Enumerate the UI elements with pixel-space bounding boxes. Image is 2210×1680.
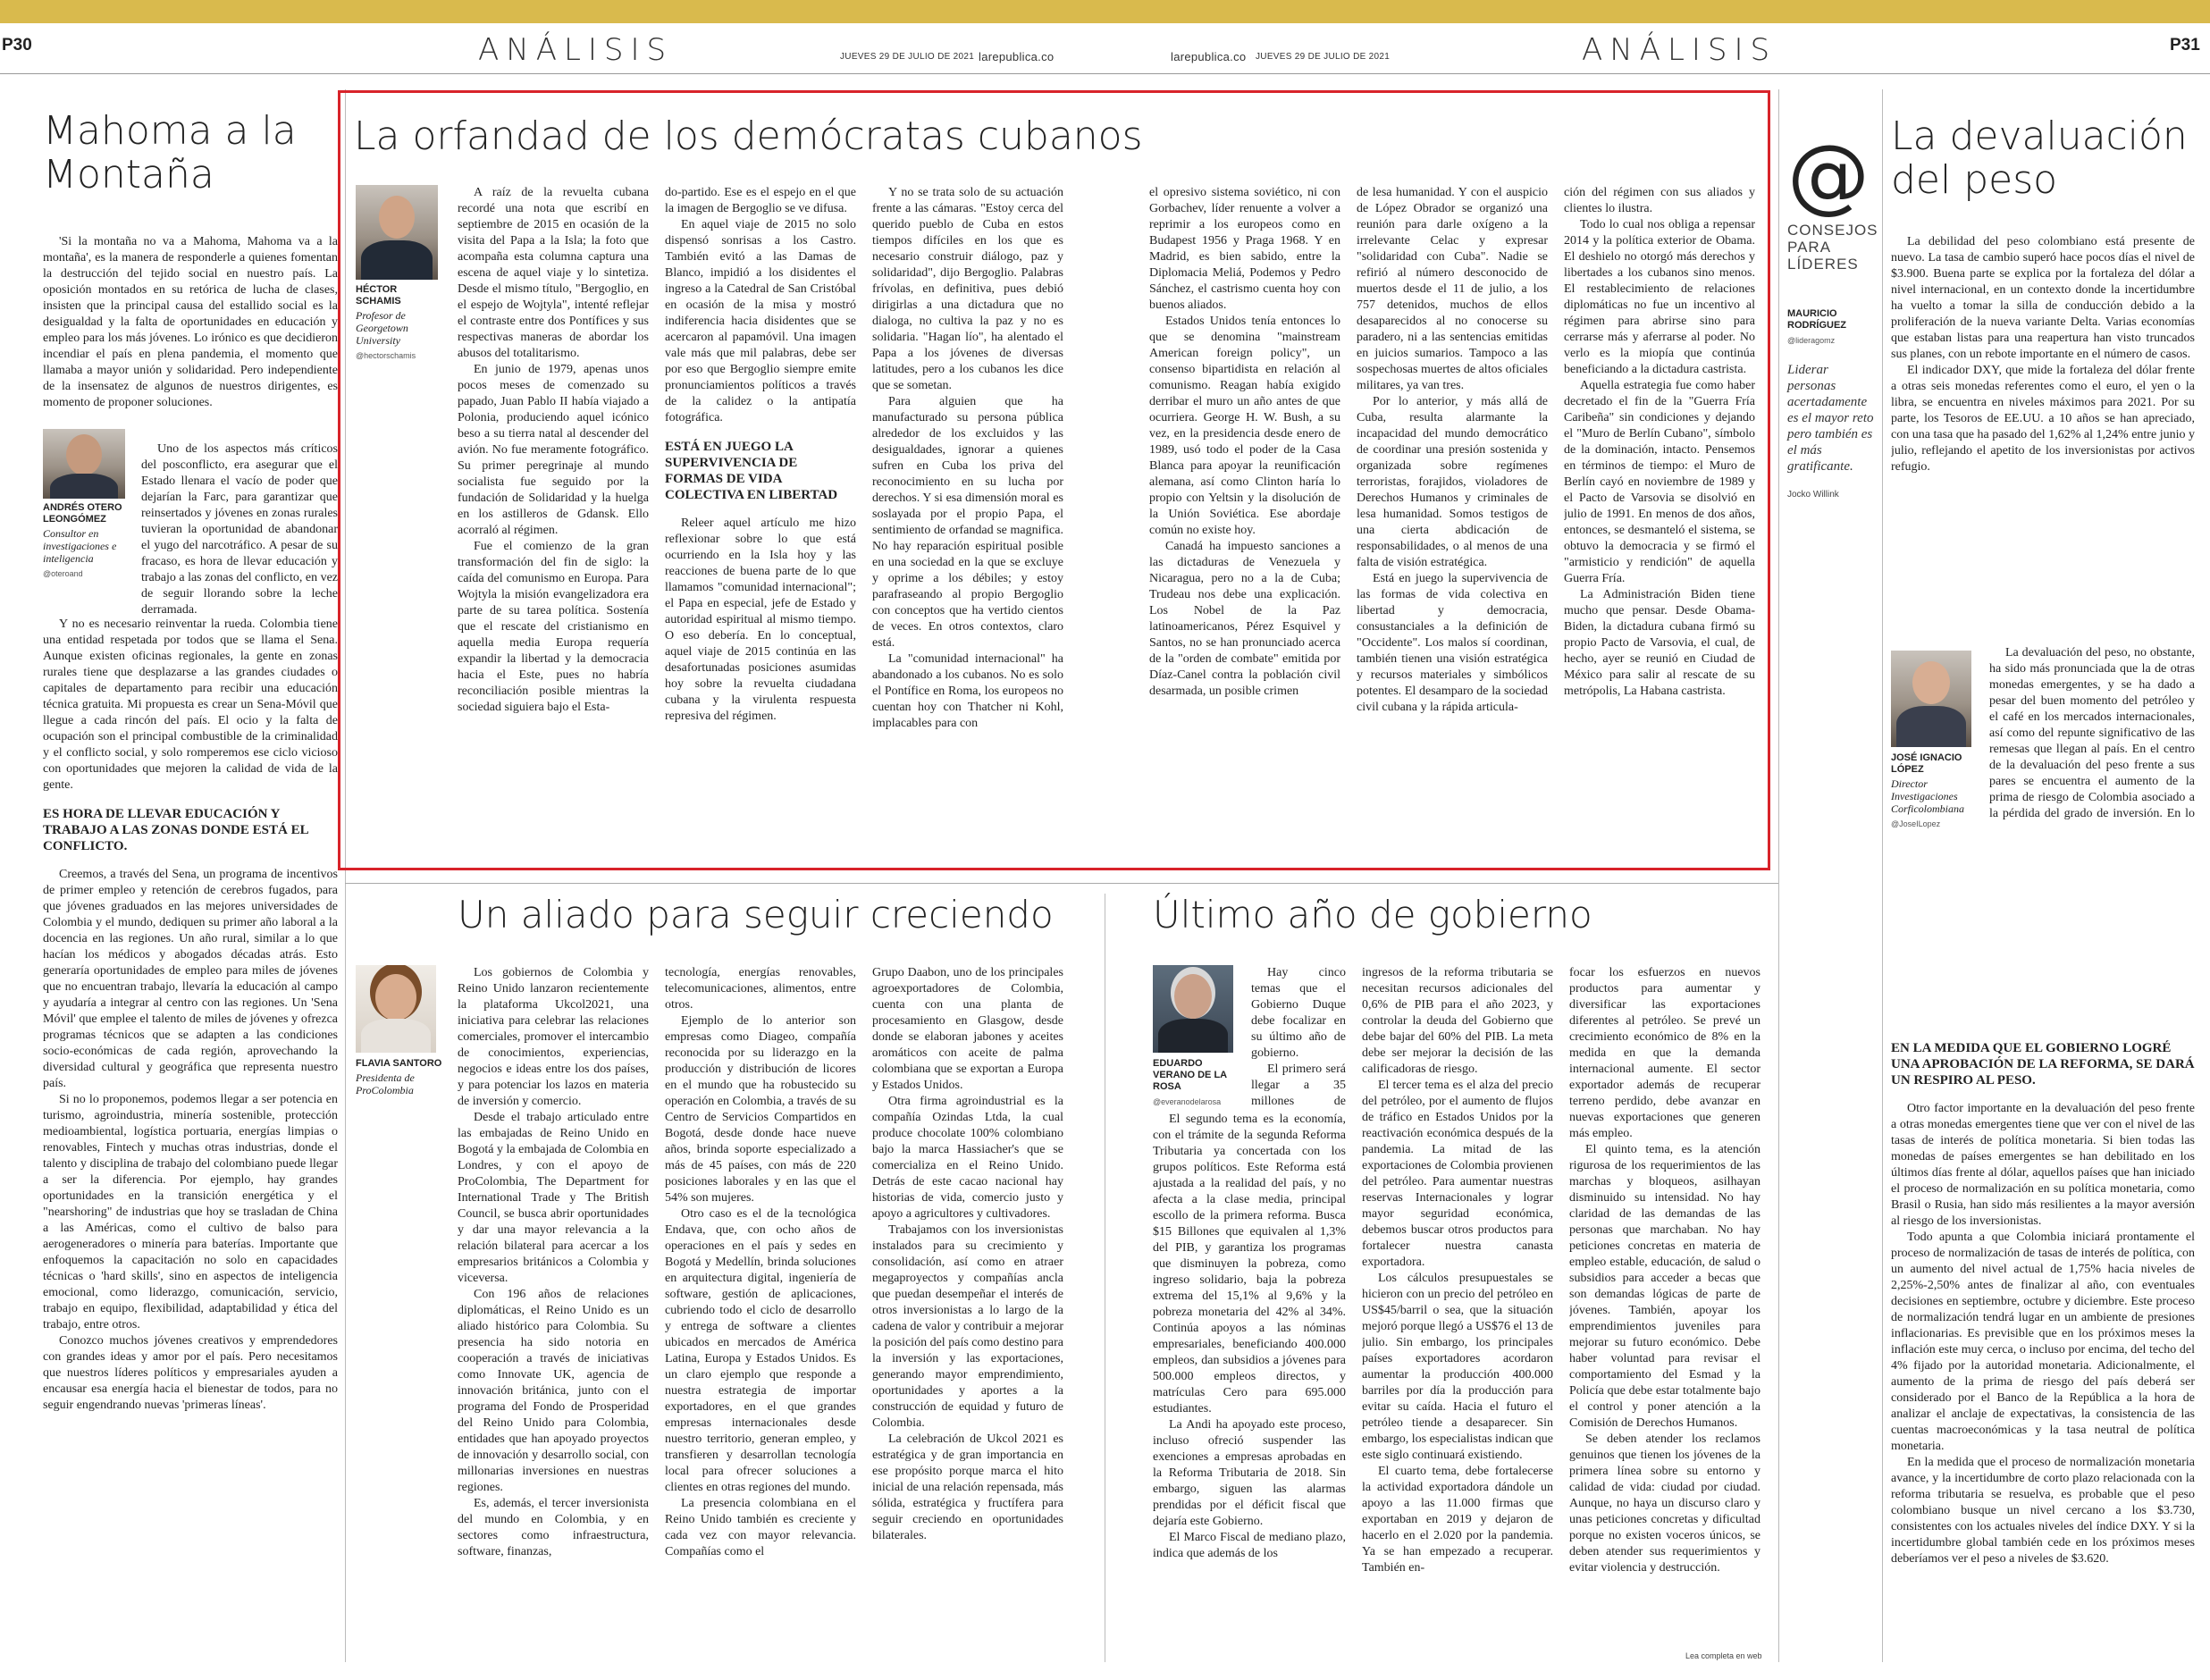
aliado-headline: Un aliado para seguir creciendo	[458, 893, 1054, 937]
consejos-byline	[1787, 308, 1877, 347]
orfandad-paragraph: En junio de 1979, apenas unos pocos meses de comenzado su papado, Juan Pablo II había viajado a Polonia, produciendo aquel icónico beso a su tierra natal al descender del avión. No fue meramente fotográfico. Su primer peregrinaje al mundo socialista fue seguido por la fundación de Solidaridad y la huelga en los astilleros de Gdansk. Ello acorraló al régimen.	[458, 363, 649, 537]
consejos-label: CONSEJOS PARA LÍDERES	[1787, 222, 1878, 273]
orfandad-author-handle: @hectorschamis	[356, 351, 416, 360]
orfandad-column-3	[872, 185, 1063, 860]
devaluacion-column-side	[1989, 645, 2195, 824]
mahoma-column-bottom	[43, 617, 338, 1653]
mahoma-author-handle: @oteroand	[43, 569, 83, 578]
orfandad-column-4	[1149, 185, 1340, 860]
orfandad-paragraph: La Administración Biden tiene mucho que pensar. Desde Obama-Biden, la dictadura cubana firmó su propio Pacto de Varsovia, el cual, de hecho, ayer se reunió en Ciudad de México para salir al rescate de su metrópolis, La Habana castrista.	[1564, 588, 1755, 698]
site-right: larepublica.co	[1171, 50, 1247, 63]
mahoma-paragraph: Uno de los aspectos más críticos del posconflicto, era asegurar que el Estado llenara el vacío de poder que dejarían la Farc, para garantizar que reinsertados y jóvenes en zonas rurales tuvieran la oportunidad de abandonar el yugo del narcotráfico. A pesar de su fracaso, es hora de llevar educación y trabajo a las zonas del conflicto, en vez de seguir llorando sobre la leche derramada.	[141, 442, 338, 617]
consejos-quote: Liderar personas acertadamente es el mayor reto pero también es el más gratificante.	[1787, 363, 1874, 474]
devaluacion-headline: La devaluación del peso	[1891, 113, 2188, 204]
devaluacion-paragraph: En la medida que el proceso de normalización monetaria avance, y la incertidumbre de corto plazo relacionada con la reforma tributaria se resuelva, es probable que el peso colombiano busque un nivel cercano a los $3.730, consistentes con los actuales niveles del índice DXY. Y si la incertidumbre global también cede en los próximos meses deberíamos ver el peso a niveles de $3.620.	[1891, 1456, 2195, 1566]
ultimo-author-handle: @everanodelarosa	[1153, 1097, 1222, 1106]
at-sign-icon: @	[1787, 127, 1870, 223]
mahoma-paragraph: 'Si la montaña no va a Mahoma, Mahoma va a la montaña', es la manera de responderle a quienes fomentan la destrucción del tejido social en nuestro país. La oposición montados en su retórica de lucha de clases, insisten que la principal causa del estallido social es la desigualdad y la falta de oportunidades en educación y empleo para los más jóvenes. Lo irónico es que decidieron incendiar el país en plena pandemia, el momento que llamaba a mayor unión y solidaridad. Pero independiente de la insensatez de algunos de nuestros dirigentes, es momento de proponer soluciones.	[43, 235, 338, 409]
section-label-left: ANÁLISIS	[478, 32, 674, 68]
orfandad-paragraph: ción del régimen con sus aliados y clientes lo ilustra.	[1564, 186, 1755, 215]
ultimo-column-2	[1362, 965, 1553, 1658]
devaluacion-author-name: JOSÉ IGNACIO LÓPEZ	[1891, 752, 1962, 775]
orfandad-paragraph: do-partido. Ese es el espejo en el que la imagen de Bergoglio se ve difusa.	[665, 186, 856, 215]
page-number-left: P30	[2, 36, 32, 55]
aliado-byline	[356, 1058, 445, 1096]
orfandad-paragraph: Aquella estrategia fue como haber decretado el fin de la "Guerra Fría Caribeña" sin condiciones y dejando el "Muro de Berlín Cubano", símbolo de la dominación, intacto. Pensemos en términos de tiempo: el Muro de Berlín cayó en noviembre de 1989 y el Pacto de Varsovia se disolvió en julio de 1991. En menos de dos años, entonces, se desmanteló el sistema, se obtuvo la democracia y se firmó el "armisticio y rendición" de aquella Guerra Fría.	[1564, 379, 1755, 585]
aliado-paragraph: Ejemplo de lo anterior son empresas como Diageo, compañía reconocida por su liderazgo en la producción y distribución de licores en el mundo que ha robustecido su operación en Colombia, a través de su Centro de Servicios Compartidos en Bogotá, desde donde hace nueve años, brinda soporte especializado a más de 45 países, con más de 220 posiciones laborales y en las que el 54% son mujeres.	[665, 1014, 856, 1205]
aliado-paragraph: Trabajamos con los inversionistas instalados para su crecimiento y consolidación, así como en atraer megaproyectos y compañías ancla que puedan desempeñar el interés de otros inversionistas a lo largo de la cadena de valor y contribuir a mejorar la posición del país como destino para la inversión y las exportaciones, generando mayor emprendimiento, oportunidades y aportes a la construcción de equidad y futuro de Colombia.	[872, 1223, 1063, 1430]
top-color-bar	[0, 0, 2210, 23]
devaluacion-author-role: Director Investigaciones Corficolombiana	[1891, 777, 1965, 815]
mahoma-byline	[43, 502, 132, 580]
aliado-paragraph: Grupo Daabon, uno de los principales agroexportadores de Colombia, cuenta con una planta de procesamiento en Glasgow, desde donde se elaboran jabones y aceites aromáticos con aceite de palma colombiana que se exportan a Europa y Estados Unidos.	[872, 966, 1063, 1092]
consejos-box	[1787, 127, 1878, 273]
devaluacion-paragraph: La debilidad del peso colombiano está presente de nuevo. La tasa de cambio superó hace pocos días el nivel de $3.900. Buena parte se explica por la fortaleza del dólar a nivel internacional, en un contexto donde la incertidumbre ha vuelto a tomar la silla de conducción debido a la proliferación de la nueva variante Delta. Varias economías que estaban listas para una reapertura han visto truncados sus planes, con un rebote importante en el número de casos.	[1891, 235, 2195, 361]
aliado-author-name: FLAVIA SANTORO	[356, 1058, 442, 1069]
orfandad-column-2	[665, 185, 856, 860]
orfandad-author-role: Profesor de Georgetown University	[356, 309, 408, 347]
section-rule	[345, 883, 1778, 884]
ultimo-paragraph: Se deben atender los reclamos genuinos que tienen los jóvenes de la primera línea sobre su entorno y calidad de vida: ciudad por ciudad. Aunque, no haya un discurso claro y unas peticiones concretas y dificultad porque no existen voceros únicos, se deben atender sus requerimientos y evitar violencia y destrucción.	[1569, 1432, 1760, 1575]
devaluacion-callout: EN LA MEDIDA QUE EL GOBIERNO LOGRÉ UNA APROBACIÓN DE LA REFORMA, SE DARÁ UN RESPIRO AL PESO.	[1891, 1041, 2195, 1088]
orfandad-author-name: HÉCTOR SCHAMIS	[356, 284, 401, 307]
mahoma-callout: ES HORA DE LLEVAR EDUCACIÓN Y TRABAJO A LAS ZONAS DONDE ESTÁ EL CONFLICTO.	[43, 807, 308, 853]
orfandad-paragraph: La "comunidad internacional" ha abandonado a los cubanos. No es solo el Pontífice en Roma, los europeos no cuentan hoy con Thatcher ni Kohl, implacables para con	[872, 652, 1063, 730]
ultimo-paragraph: El tercer tema es el alza del precio del petróleo, por el aumento de flujos de tráfico en Estados Unidos por la reactivación económica después de la pandemia. La mitad de las exportaciones de Colombia provienen del petróleo. Para aumentar nuestras reservas Internacionales y lograr mayor seguridad económica, debemos buscar otros productos para fortalecer nuestra canasta exportadora.	[1362, 1079, 1553, 1269]
orfandad-column-6	[1564, 185, 1755, 860]
orfandad-callout: ESTÁ EN JUEGO LA SUPERVIVENCIA DE FORMAS DE VIDA COLECTIVA EN LIBERTAD	[665, 440, 838, 502]
orfandad-paragraph: Todo lo cual nos obliga a repensar 2014 y la política exterior de Obama. El deshielo no otorgó más derechos y libertades a los cubanos sino menos. El restablecimiento de relaciones diplomáticas no fue un incentivo al régimen para abrirse sino para cerrarse más y aferrarse al poder. No verlo es la miopía que continúa beneficiando a la dictadura castrista.	[1564, 218, 1755, 376]
aliado-paragraph: Otra firma agroindustrial es la compañía Ozindas Ltda, la cual produce chocolate 100% colombiano bajo la marca Hassiacher's que se comercializa en el Reino Unido. Detrás de este cacao nacional hay historias de vida, comercio justo y apoyo a agricultores y cultivadores.	[872, 1095, 1063, 1221]
devaluacion-paragraph: Otro factor importante en la devaluación del peso frente a otras monedas emergentes tiene que ver con el nivel de las tasas de interés de política monetaria. Si bien todas las monedas de países emergentes se han debilitado en los últimos días frente al dólar, aquellos países que han iniciado el proceso de normalización en su política monetaria, como Brasil o Rusia, han sido más resilientes a la mayor aversión al riesgo de los inversionistas.	[1891, 1102, 2195, 1228]
orfandad-paragraph: Canadá ha impuesto sanciones a las dictaduras de Venezuela y Nicaragua, pero no a la de Cuba; Trudeau nos debe una explicación. Los Nobel de la Paz latinoamericanos, Pérez Esquivel y Santos, no se han pronunciado acerca de la "orden de combate" emitida por Díaz-Canel contra la población civil desarmada, un posible crimen	[1149, 540, 1340, 698]
orfandad-paragraph: Releer aquel artículo me hizo reflexionar sobre lo que está ocurriendo en la Isla hoy y las reacciones de buena parte de lo que llamamos "comunidad internacional"; el Papa en especial, jefe de Estado y autoridad espiritual al mismo tiempo. O eso debería. En lo conceptual, aquel viaje de 2015 continúa en las desafortunadas posiciones asumidas hoy sobre la revuelta ciudadana cubana y la virulenta respuesta represiva del régimen.	[665, 517, 856, 723]
orfandad-paragraph: En aquel viaje de 2015 no solo dispensó sonrisas a los Castro. También evitó a las Damas de Blanco, impidió a los disidentes el ingreso a la Catedral de San Cristóbal en ocasión de la misa y mostró indiferencia hacia disidentes que se acercaron al papamóvil. Una imagen vale más que mil palabras, debe ser por eso que Bergoglio siempre emite pronunciamientos políticos a través de la calidez o la antipatía fotográfica.	[665, 218, 856, 424]
consejos-author-name: MAURICIO RODRÍGUEZ	[1787, 308, 1846, 331]
orfandad-paragraph: el opresivo sistema soviético, ni con Gorbachev, líder renuente a volver a reprimir a los europeos como en Budapest 1956 y Praga 1968. Y en Madrid, es bien sabido, entre la Diplomacia Meliá, Podemos y Pedro Sánchez, el castrismo cuenta hoy con buenos aliados.	[1149, 186, 1340, 312]
devaluacion-paragraph: Todo apunta a que Colombia iniciará prontamente el proceso de normalización de tasas de interés de política, con un aumento del nivel actual de 1,75% hacia niveles de 2,25%-2,50% antes de finalizar al año, con eventuales decisiones en septiembre, octubre y diciembre. Este proceso de normalización tendrá lugar en un ambiente de presiones inflacionarias. Es previsible que en los próximos meses la inflación este muy cerca, o incluso por encima, del techo del 4% fijado por la autoridad monetaria. Adicionalmente, el aumento de la prima de riesgo del país deberá ser considerado por el Banco de la República a la hora de analizar el anclaje de expectativas, la consistencia de las cuentas macroeconómicas y la tasa neutral de política monetaria.	[1891, 1231, 2195, 1453]
page-number-right: P31	[2170, 36, 2200, 55]
site-left: larepublica.co	[979, 50, 1055, 63]
aliado-author-photo	[356, 965, 436, 1053]
orfandad-paragraph: Y no se trata solo de su actuación frente a las cámaras. "Estoy cerca del querido pueblo de Cuba en estos tiempos difíciles en los que es necesario construir diálogo, paz y solidaridad", dijo Bergoglio. Palabras frívolas, en definitiva, pues debió dirigirlas a una dictadura que no dialoga, no cultiva la paz y no es solidaria. "Hagan lío", ha alentado el Papa a los jóvenes de diversas latitudes, pero a los cubanos les dice que se sometan.	[872, 186, 1063, 392]
ultimo-paragraph: El segundo tema es la economía, con el trámite de la segunda Reforma Tributaria ya concertada con los grupos políticos. Este Reforma está ajustada a la realidad del país, y no afecta a la clase media, principal escollo de la primera reforma. Busca $15 Billones que equivalen al 1,3% del PIB, y garantiza los programas que disminuyen la pobreza, como ingreso solidario, baja la pobreza extrema del 15,1% al 9,6% y la pobreza monetaria del 42% al 34%. Continúa apoyos a las nóminas empresariales, beneficiando 400.000 empleos, dan subsidios a jóvenes para 500.000 empleos directos, y matrículas Cero para 695.000 estudiantes.	[1153, 1113, 1346, 1415]
devaluacion-paragraph: La devaluación del peso, no obstante, ha sido más pronunciada que la de otras monedas emergentes, y se ha dado a pesar del buen momento del petróleo y el café en los mercados internacionales, así como del repunte significativo de las remesas que llegan al país. En el centro de la devaluación del peso frente a sus pares se encuentra el aumento de la prima de riesgo de Colombia asociado a la pérdida del grado de inversión. En lo	[1989, 646, 2195, 820]
aliado-column-1	[458, 965, 649, 1658]
consejos-attribution: Jocko Willink	[1787, 490, 1839, 500]
ultimo-byline	[1153, 1058, 1242, 1108]
devaluacion-author-handle: @JoseILopez	[1891, 819, 1941, 828]
mahoma-paragraph: Si no lo proponemos, podemos llegar a ser potencia en turismo, agroindustria, minería sostenible, protección medioambiental, logística portuaria, energías limpias o renovables, Fintech y muchas otras industrias, donde el talento y disciplina de trabajo del colombiano puede llegar a ser la diferencia. Por ejemplo, hay grandes oportunidades en la transición energética y el "nearshoring" de industrias que hoy se trasladan de China a las Américas, como el cultivo de balso para aerogeneradores o minería para baterías. Importante que enfoquemos la capacitación no solo en capacidades técnicas o 'hard skills', sino en aspectos de inteligencia emocional, como liderazgo, comunicación, servicio, trabajo en equipo, flexibilidad, adaptabilidad y ética del trabajo, entre otros.	[43, 1093, 338, 1331]
aliado-column-3	[872, 965, 1063, 1658]
devaluacion-author-photo	[1891, 651, 1971, 747]
ultimo-paragraph: El quinto tema, es la atención rigurosa de los requerimientos de las marchas y bloqueos, asilhayan disminuido su intensidad. No hay claridad de las demandas de las personas que marchaban. No hay peticiones concretas en materia de empleo estable, educación, de salud o subsidios para acceder a becas que son demandas lógicas de parte de jóvenes. También, apoyar los emprendimientos juveniles para mejorar su futuro económico. Debe haber voluntad para revisar el comportamiento del Esmad y la Policía que debe estar totalmente bajo el control y poner atención a la Comisión de Derechos Humanos.	[1569, 1143, 1760, 1430]
aliado-column-2	[665, 965, 856, 1658]
ultimo-column-1	[1153, 1112, 1346, 1658]
section-label-right: ANÁLISIS	[1582, 32, 1777, 68]
orfandad-paragraph: Está en juego la supervivencia de las formas de vida colectiva en libertad y democracia, consustanciales a la definición de "Occidente". Los malos sí coordinan, también tienen una visión estratégica y recursos materiales y simbólicos potentes. El desamparo de la sociedad civil cubana y la rápida articula-	[1357, 572, 1548, 714]
ultimo-paragraph: El cuarto tema, debe fortalecerse la actividad exportadora dándole un apoyo a las 11.000 firmas que exportaban en 2019 y dejaron de hacerlo en el 2.020 por la pandemia. Ya se han empezado a recuperar. También en-	[1362, 1465, 1553, 1575]
ultimo-author-name: EDUARDO VERANO DE LA ROSA	[1153, 1058, 1227, 1092]
orfandad-column-5	[1357, 185, 1548, 860]
mahoma-author-photo	[43, 429, 125, 499]
mahoma-column-top	[43, 234, 338, 440]
devaluacion-byline	[1891, 752, 1980, 830]
mahoma-author-role: Consultor en investigaciones e inteligencia	[43, 527, 117, 565]
mahoma-column-side	[141, 441, 338, 617]
aliado-author-role: Presidenta de ProColombia	[356, 1071, 415, 1096]
ultimo-paragraph: Los cálculos presupuestales se hicieron con un precio del petróleo en US$45/barril o sea, que la situación mejoró porque llegó a US$76 el 13 de julio. Sin embargo, los principales países exportadores acordaron aumentar la producción 400.000 barriles por día la producción para evitar su caída. Hacia el futuro el petróleo tiende a desaparecer. Sin embargo, los especialistas indican que este siglo continuará existiendo.	[1362, 1272, 1553, 1462]
mahoma-paragraph: Y no es necesario reinventar la rueda. Colombia tiene una entidad respetada por todos que se llama el Sena. Aunque existen oficinas regionales, la gente en zonas rurales tiene que desplazarse a las grandes ciudades o capitales de departamento para recibir una educación técnica gratuita. Mi propuesta es crear un Sena-Móvil que llegue a cada rincón del país. El ocio y la falta de ocupación son el principal combustible de la criminalidad y el conflicto social, y solo romperemos ese ciclo vicioso con oportunidades que mejoren la calidad de vida de la gente.	[43, 617, 338, 792]
ultimo-paragraph: La Andi ha apoyado este proceso, incluso ofreció suspender las exenciones a empresas aprobadas en la Reforma Tributaria de 2018. Sin embargo, siguen las alarmas prendidas por el déficit fiscal que dejaría este Gobierno.	[1153, 1418, 1346, 1528]
ultimo-headline: Último año de gobierno	[1153, 893, 1592, 937]
mahoma-headline: Mahoma a la Montaña	[43, 108, 297, 198]
mahoma-paragraph: Creemos, a través del Sena, un programa de incentivos de primer empleo y retención de cerebros fugados, para que jóvenes graduados en las mejores universidades de Colombia y el mundo, dediquen su primer año laboral a la docencia en las regiones. Un año rural, similar a lo que hacían los médicos y abogados décadas atrás. Esto generaría oportunidades de empleo para miles de jóvenes que no encuentran trabajo, llevaría la educación al campo y ayudaría a integrar al centro con las regiones. Un 'Sena Móvil' que emplee el talento de miles de jóvenes y ofrezca programas técnicos que se adapten a las condiciones socio-económicas de cada región, aprovechando la diversidad cultural y geográfica que representa nuestro país.	[43, 868, 338, 1090]
orfandad-column-1	[458, 185, 649, 860]
devaluacion-paragraph: El indicador DXY, que mide la fortaleza del dólar frente a otras seis monedas referentes como el euro, el yen o la libra, se encuentra en niveles máximos para 2021. Por su parte, los Tesoros de EE.UU. a 10 años se han apreciado, con una tasa que ha pasado del 1,62% al 1,24% entre junio y julio, reflejando el apetito de los inversionistas por activos refugio.	[1891, 364, 2195, 474]
ultimo-paragraph: focar los esfuerzos en nuevos productos para aumentar y diversificar las exportaciones diferentes al petróleo. Se prevé un crecimiento económico de 8% en la medida en que la demanda internacional aumente. El sector exportador además de recuperar terreno perdido, debe avanzar en nuevas exportaciones que generen más empleo.	[1569, 966, 1760, 1140]
devaluacion-column-bottom	[1891, 1028, 2195, 1653]
devaluacion-column-top	[1891, 234, 2195, 645]
aliado-paragraph: Otro caso es el de la tecnológica Endava, que, con ocho años de operaciones en el país y sedes en Bogotá y Medellín, brinda soluciones en arquitectura digital, ingeniería de software, gestión de aplicaciones, cubriendo todo el ciclo de desarrollo y entrega de software a clientes ubicados en mercados de América Latina, Europa y Estados Unidos. Es un claro ejemplo que responde a nuestra estrategia de importar exportadores, en el que grandes empresas internacionales desde nuestro territorio, generan empleo, y transfieren y desarrollan tecnología local para ofrecer soluciones a clientes en otras regiones del mundo.	[665, 1207, 856, 1494]
mahoma-paragraph: Conozco muchos jóvenes creativos y emprendedores con grandes ideas y amor por el país. Pero necesitamos que nuestros líderes políticos y empresariales ayuden a encausar esa energía hacia el bienestar de todos, para no seguir engendrando nuevas 'primeras líneas'.	[43, 1334, 338, 1412]
ultimo-paragraph: El primero será llegar a 35 millones de	[1251, 1063, 1346, 1108]
ultimo-paragraph: El Marco Fiscal de mediano plazo, indica que además de los	[1153, 1531, 1346, 1560]
consejos-author-handle: @lideragomz	[1787, 336, 1836, 345]
orfandad-author-photo	[356, 185, 438, 280]
date-right: JUEVES 29 DE JULIO DE 2021	[1256, 52, 1391, 62]
aliado-paragraph: Desde el trabajo articulado entre las embajadas de Reino Unido en Bogotá y la embajada de Colombia en Londres, y con el apoyo de ProColombia, The Department for International Trade y The British Council, se busca abrir oportunidades y dar una mayor relevancia a la relación bilateral para acercar a los empresarios británicos a Colombia y viceversa.	[458, 1111, 649, 1285]
ultimo-author-photo	[1153, 965, 1233, 1053]
orfandad-headline: La orfandad de los demócratas cubanos	[354, 113, 1143, 159]
orfandad-paragraph: Por lo anterior, y más allá de Cuba, resulta alarmante la incapacidad del mundo democrático de coordinar una presión sostenida y organizada sobre regímenes terroristas, forajidos, violadores de Derechos Humanos y criminales de lesa humanidad. Somos testigos de una cierta abdicación de responsabilidades, o al menos de una falta de visión estratégica.	[1357, 395, 1548, 569]
aliado-paragraph: La celebración de Ukcol 2021 es estratégica y de gran importancia en ese propósito porque marca el hito inicial de una relación repensada, más sólida, estratégica y fructífera para seguir creciendo en oportunidades bilaterales.	[872, 1432, 1063, 1542]
header-rule	[0, 73, 2210, 74]
column-divider	[1882, 89, 1883, 1662]
orfandad-byline	[356, 284, 445, 362]
orfandad-paragraph: de lesa humanidad. Y con el auspicio de López Obrador se organizó una reunión para darle oxígeno a la irrelevante Celac y expresar "solidaridad con Cuba". Nadie se refirió al número desconocido de muertos desde el 11 de julio, a los 757 detenidos, muchos de ellos desaparecidos al no conocerse su paradero, ni a las sentencias emitidas en juicios sumarios. Tampoco a las sospechosas muertes de altos oficiales militares, ya van tres.	[1357, 186, 1548, 392]
column-divider	[1778, 89, 1779, 1662]
aliado-paragraph: Con 196 años de relaciones diplomáticas, el Reino Unido es un aliado histórico para Colombia. Su presencia ha sido notoria en cooperación a través de iniciativas como Innovate UK, agencia de innovación británica, junto con el programa del Fondo de Prosperidad del Reino Unido para Colombia, entidades que han apoyado proyectos de innovación y desarrollo social, con millonarias inversiones en nuestras regiones.	[458, 1288, 649, 1494]
ultimo-paragraph: ingresos de la reforma tributaria se necesitan recursos adicionales del 0,6% de PIB para el año 2023, y controlar la deuda del Gobierno que debe bajar del 60% del PIB. La meta debe ser mejorar la decisión de las calificadoras de riesgo.	[1362, 966, 1553, 1076]
aliado-paragraph: tecnología, energías renovables, telecomunicaciones, alimentos, entre otros.	[665, 966, 856, 1012]
orfandad-paragraph: Para alguien que ha manufacturado su persona pública alrededor de los excluidos y las desigualdades, ignorar a quienes sufren en Cuba los priva del reconocimiento en su lucha por derechos. Y si esa dimensión moral es soslayada por el propio Papa, el sentimiento de orfandad se magnifica. No hay reparación espiritual posible en una sociedad en la que se excluye y oprime a los débiles; y estoy parafraseando al propio Bergoglio con conceptos que ha vertido cientos de veces. En otros contextos, claro está.	[872, 395, 1063, 650]
aliado-paragraph: Es, además, el tercer inversionista del mundo en Colombia, y en sectores como infraestructura, software, finanzas,	[458, 1497, 649, 1558]
aliado-paragraph: Los gobiernos de Colombia y Reino Unido lanzaron recientemente la plataforma Ukcol2021, una iniciativa para celebrar las relaciones comerciales, promover el intercambio de conocimientos, experiencias, negocios e ideas entre los dos países, y para potenciar los lazos en materia de inversión y comercio.	[458, 966, 649, 1108]
ultimo-paragraph: Hay cinco temas que el Gobierno Duque debe focalizar en su último año de gobierno.	[1251, 966, 1346, 1060]
aliado-paragraph: La presencia colombiana en el Reino Unido también es creciente y cada vez con mayor relevancia. Compañías como el	[665, 1497, 856, 1558]
ultimo-column-3	[1569, 965, 1760, 1644]
date-left: JUEVES 29 DE JULIO DE 2021	[840, 52, 975, 62]
orfandad-paragraph: Estados Unidos tenía entonces lo que se denomina "mainstream American foreign policy", un consenso bipartidista en relación al comunismo. Reagan había exigido derribar el muro un año antes de que ocurriera. George H. W. Bush, a su vez, en la presidencia desde enero de 1989, usó todo el poder de la Casa Blanca para apoyar la reunificación alemana, así como Clinton haría lo propio con Yeltsin y la disolución de la Unión Soviética. Ese abordaje común no existe hoy.	[1149, 315, 1340, 537]
mahoma-author-name: ANDRÉS OTERO LEONGÓMEZ	[43, 502, 122, 525]
ultimo-column-1-narrow	[1251, 965, 1346, 1108]
orfandad-paragraph: A raíz de la revuelta cubana recordé una nota que escribí en septiembre de 2015 en ocasión de la visita del Papa a la Isla; la foto que acompaña esta columna captura una escena de aquel viaje y lo sintetiza. Desde el mismo título, "Bergoglio, en el espejo de Wojtyla", intenté reflejar el contraste entre dos Pontífices y sus respectivas maneras de abordar los abusos del totalitarismo.	[458, 186, 649, 360]
read-more-note: Lea completa en web	[1685, 1651, 1762, 1660]
orfandad-paragraph: Fue el comienzo de la gran transformación del fin de siglo: la caída del comunismo en Europa. Para Wojtyla la misión evangelizadora era parte de su tarea política. Sostenía que el rescate del cristianismo en aquella media Europa requería expandir la libertad y la democracia hacia el Este, pues no habría reconciliación posible mientras la sociedad siguiera bajo el Esta-	[458, 540, 649, 714]
